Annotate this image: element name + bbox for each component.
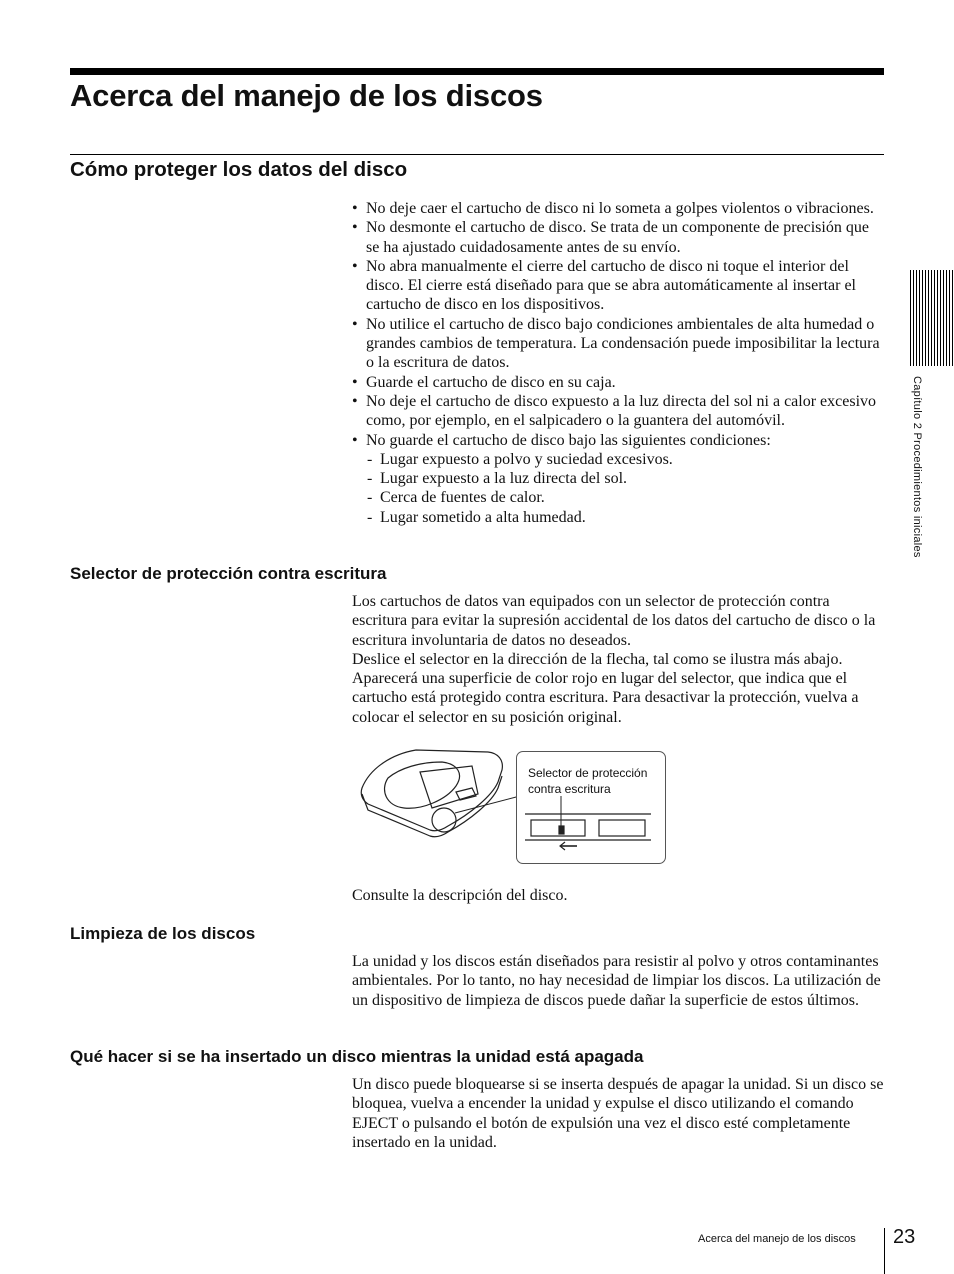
dash-item: - Lugar expuesto a polvo y suciedad excesivos. bbox=[366, 450, 884, 469]
bullet-item: • No abra manualmente el cierre del cartucho de disco ni toque el interior del disco. El cierre está diseñado para que se abra automáticamente al insertar el cartucho de disco en los dispositivos. bbox=[352, 257, 884, 315]
bullet-item-text: No guarde el cartucho de disco bajo las siguientes condiciones: bbox=[366, 431, 771, 449]
callout-label: Selector de protección contra escritura bbox=[528, 766, 648, 796]
bullet-item: • No deje el cartucho de disco expuesto a la luz directa del sol ni a calor excesivo como, por ejemplo, en el salpicadero o la guantera del automóvil. bbox=[352, 392, 884, 431]
chapter-tab-text: Capítulo 2 Procedimientos iniciales bbox=[911, 376, 923, 558]
dash-item: - Lugar expuesto a la luz directa del sol. bbox=[366, 469, 884, 488]
write-protect-title: Selector de protección contra escritura bbox=[70, 564, 387, 583]
bullet-item-storage bbox=[352, 431, 884, 527]
section-rule bbox=[70, 154, 884, 155]
bullet-item: • Guarde el cartucho de disco en su caja. bbox=[352, 373, 884, 392]
bullet-item: • No desmonte el cartucho de disco. Se trata de un componente de precisión que se ha ajustado cuidadosamente antes de su envío. bbox=[352, 218, 884, 257]
figure-note: Consulte la descripción del disco. bbox=[352, 887, 568, 904]
cleaning-paragraph: La unidad y los discos están diseñados para resistir al polvo y otros contaminantes ambientales. Por lo tanto, no hay necesidad de limpiar los discos. La utilización de un dispositivo de limpieza de discos puede dañar la superficie de estos últimos. bbox=[352, 953, 881, 1009]
write-protect-paragraph-1: Los cartuchos de datos van equipados con un selector de protección contra escritura para evitar la supresión accidental de los datos del cartucho de disco o la escritura involuntaria de datos no deseados. bbox=[352, 593, 876, 649]
write-protect-text bbox=[352, 592, 884, 727]
dash-item: - Cerca de fuentes de calor. bbox=[366, 488, 884, 507]
footer-rule bbox=[884, 1228, 885, 1274]
bullet-item: • No utilice el cartucho de disco bajo condiciones ambientales de alta humedad o grandes cambios de temperatura. La condensación puede imposibilitar la lectura o la escritura de datos. bbox=[352, 315, 884, 373]
storage-condition-list bbox=[366, 450, 884, 527]
bullet-item: • No deje caer el cartucho de disco ni lo someta a golpes violentos o vibraciones. bbox=[352, 199, 884, 218]
protect-list-block bbox=[352, 199, 884, 527]
write-protect-paragraph-2: Deslice el selector en la dirección de la flecha, tal como se ilustra más abajo. Aparecerá una superficie de color rojo en lugar del selector, que indica que el cartucho está protegido contra escritura. Para desactivar la protección, vuelva a colocar el selector en su posición original. bbox=[352, 650, 859, 726]
protect-bullet-list bbox=[352, 199, 884, 527]
write-protect-callout bbox=[516, 751, 666, 864]
chapter-tab-label bbox=[910, 376, 926, 576]
inserted-off-title: Qué hacer si se ha insertado un disco mientras la unidad está apagada bbox=[70, 1047, 644, 1066]
selector-detail-illustration bbox=[517, 752, 665, 863]
cleaning-title: Limpieza de los discos bbox=[70, 924, 256, 943]
dash-item: - Lugar sometido a alta humedad. bbox=[366, 508, 884, 527]
write-protect-figure bbox=[352, 748, 672, 868]
inserted-off-paragraph: Un disco puede bloquearse si se inserta después de apagar la unidad. Si un disco se bloquea, vuelva a encender la unidad y expulse el disco utilizando el comando EJECT o pulsando el botón de expulsión una vez el disco esté completamente insertado en la unidad. bbox=[352, 1076, 884, 1151]
page-number: 23 bbox=[893, 1226, 916, 1248]
chapter-tab-marker bbox=[910, 270, 954, 366]
footer-running-title: Acerca del manejo de los discos bbox=[698, 1233, 856, 1245]
top-rule bbox=[70, 68, 884, 75]
section-title: Cómo proteger los datos del disco bbox=[70, 158, 408, 181]
page-title: Acerca del manejo de los discos bbox=[70, 78, 543, 113]
